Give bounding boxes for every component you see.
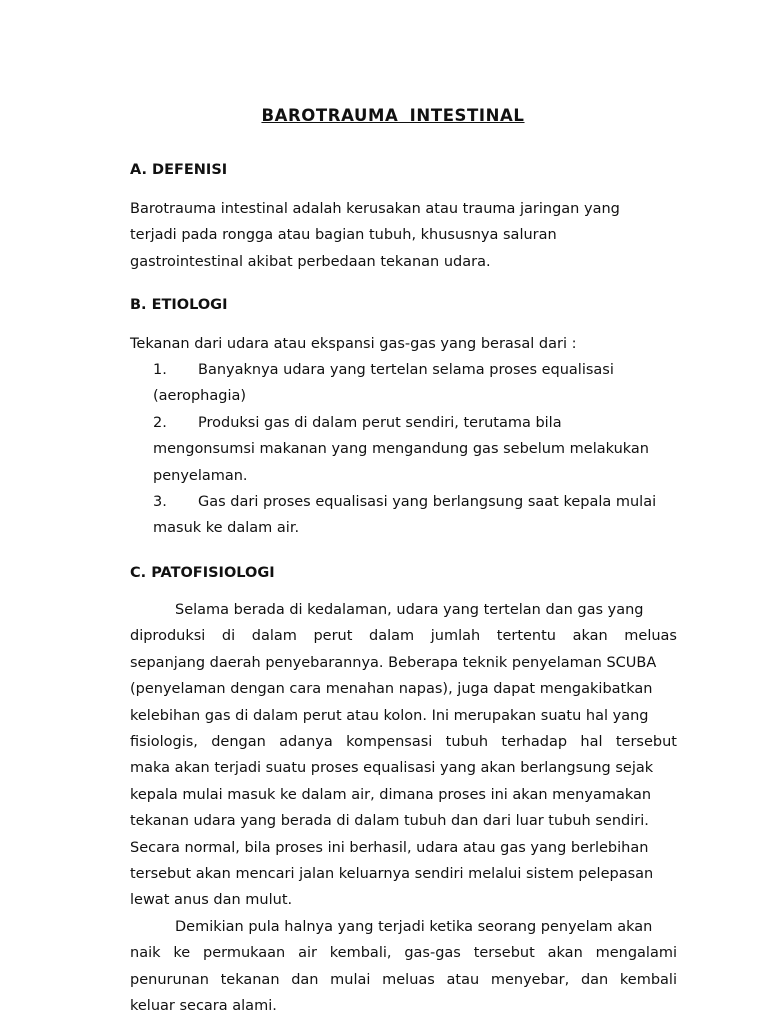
section-heading-patofisiologi: C. PATOFISIOLOGI bbox=[130, 565, 275, 581]
defenisi-paragraph bbox=[130, 196, 620, 275]
paragraph-line: maka akan terjadi suatu proses equalisasi yang akan berlangsung sejak bbox=[130, 760, 654, 777]
paragraph-line: tersebut akan mencari jalan keluarnya sendiri melalui sistem pelepasan bbox=[130, 866, 654, 883]
etiologi-list bbox=[153, 357, 677, 542]
section-heading-etiologi: B. ETIOLOGI bbox=[130, 297, 228, 313]
paragraph-line: Secara normal, bila proses ini berhasil, udara atau gas yang berlebihan bbox=[130, 839, 649, 856]
paragraph-line: penurunan tekanan dan mulai meluas atau menyebar, dan kembali bbox=[130, 971, 677, 988]
section-heading-defenisi: A. DEFENISI bbox=[130, 162, 228, 178]
paragraph-line: Barotrauma intestinal adalah kerusakan atau trauma jaringan yang bbox=[130, 201, 620, 217]
list-item-continuation: (aerophagia) bbox=[153, 388, 247, 405]
list-item bbox=[153, 357, 677, 410]
paragraph-line: sepanjang daerah penyebarannya. Beberapa teknik penyelaman SCUBA bbox=[130, 654, 657, 671]
list-item-number: 3. bbox=[153, 494, 167, 511]
patofisiologi-paragraph-2 bbox=[130, 914, 677, 1020]
patofisiologi-paragraph-1 bbox=[130, 597, 677, 914]
list-item-first-line bbox=[153, 410, 677, 436]
paragraph-line: kepala mulai masuk ke dalam air, dimana proses ini akan menyamakan bbox=[130, 786, 652, 803]
paragraph-line: lewat anus dan mulut. bbox=[130, 892, 293, 909]
list-item-text: Produksi gas di dalam perut sendiri, terutama bila bbox=[198, 414, 562, 431]
list-item-first-line bbox=[153, 357, 677, 383]
list-item-text: Gas dari proses equalisasi yang berlangsung saat kepala mulai bbox=[198, 494, 657, 511]
list-item-number: 1. bbox=[153, 362, 167, 378]
paragraph-line: kelebihan gas di dalam perut atau kolon. Ini merupakan suatu hal yang bbox=[130, 707, 649, 724]
paragraph-line: keluar secara alami. bbox=[130, 998, 277, 1015]
paragraph-line: diproduksi di dalam perut dalam jumlah tertentu akan meluas bbox=[130, 628, 677, 645]
paragraph-line: Tekanan dari udara atau ekspansi gas-gas yang berasal dari : bbox=[130, 336, 577, 352]
list-item-continuation: mengonsumsi makanan yang mengandung gas sebelum melakukan bbox=[153, 441, 649, 458]
paragraph-line: naik ke permukaan air kembali, gas-gas tersebut akan mengalami bbox=[130, 945, 677, 962]
paragraph-line: Selama berada di kedalaman, udara yang tertelan dan gas yang bbox=[175, 602, 644, 618]
paragraph-line: fisiologis, dengan adanya kompensasi tubuh terhadap hal tersebut bbox=[130, 734, 677, 751]
etiologi-intro bbox=[130, 331, 576, 357]
list-item-continuation: masuk ke dalam air. bbox=[153, 520, 300, 537]
list-item-first-line bbox=[153, 489, 677, 515]
list-item bbox=[153, 410, 677, 489]
list-item-number: 2. bbox=[153, 414, 167, 431]
paragraph-line: Demikian pula halnya yang terjadi ketika seorang penyelam akan bbox=[175, 919, 653, 935]
document-title: BAROTRAUMA INTESTINAL bbox=[261, 106, 525, 125]
list-item bbox=[153, 489, 677, 542]
list-item-text: Banyaknya udara yang tertelan selama proses equalisasi bbox=[198, 362, 614, 378]
paragraph-line: tekanan udara yang berada di dalam tubuh dan dari luar tubuh sendiri. bbox=[130, 813, 649, 830]
paragraph-line: (penyelaman dengan cara menahan napas), juga dapat mengakibatkan bbox=[130, 681, 653, 698]
list-item-continuation: penyelaman. bbox=[153, 467, 248, 484]
paragraph-line: terjadi pada rongga atau bagian tubuh, khususnya saluran bbox=[130, 227, 557, 244]
paragraph-line: gastrointestinal akibat perbedaan tekanan udara. bbox=[130, 253, 491, 270]
